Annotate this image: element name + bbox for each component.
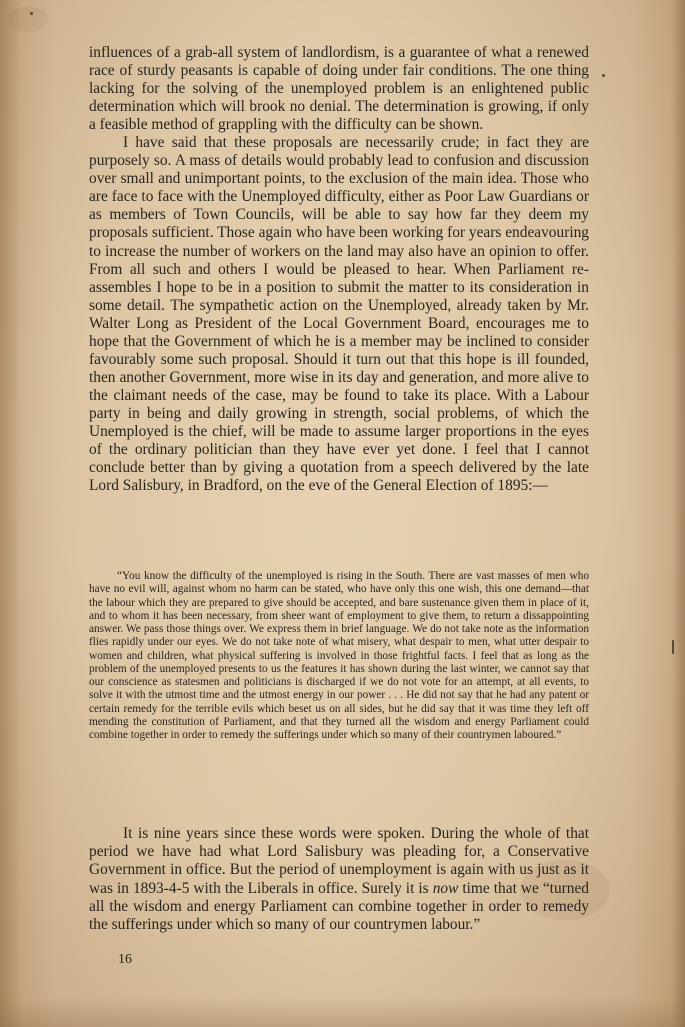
closing-paragraph-before: It is nine years since these words were spoken. During the whole of that period we have had what Lord Salisbury was pleading for, a Conservative Government in office. But the period of unemployment is again with us just as it was in 1893-4-5 with the Liberals in office. Surely it is <box>89 825 589 897</box>
closing-paragraph-emphasis: now <box>432 879 459 897</box>
closing-paragraph <box>89 825 589 934</box>
page-edge-shadow-left <box>0 0 22 1027</box>
quotation-text: “You know the difficulty of the unemployed is rising in the South. There are vast masses of men who have no evil will, against whom no harm can be stated, who have only this one wish, this one demand—that the labour which they are prepared to give should be accepted, and bare sustenance given them in place of it, and to whom it has been necessary, from sheer want of employment to give them, to return a dissappointing answer. We pass those things over. We express them in brief language. We do not take note as the information flies rapidly under our eyes. We do not take note of what misery, what despair to men, what utter despair to women and children, what physical suffering is involved in those frightful facts. I feel that as long as the problem of the unemployed presents to us the features it has shown during the last winter, we cannot say that our conscience as statesmen and politicians is discharged if we do not vote for an attempt, at all events, to solve it with the utmost time and the utmost energy in our power . . . He did not say that he had any patent or certain remedy for the terrible evils which beset us on all sides, but he did say that it was time they left off mending the constitution of Parliament, and that they turned all the wisdom and energy Parliament could combine together in order to remedy the sufferings under which so many of their countrymen laboured.” <box>89 570 589 741</box>
body-text <box>89 44 589 495</box>
closing-paragraph-after: time that we “turned all the wisdom and energy Parliament can combine together in order to remedy the sufferings under which so many of our countrymen labour.” <box>89 879 589 934</box>
closing-text <box>89 825 589 934</box>
paper-speck <box>672 640 674 654</box>
main-paragraph: I have said that these proposals are necessarily crude; in fact they are purposely so. A mass of details would probably lead to confusion and discussion over small and unimportant points, to the exclusion of the main idea. Those who are face to face with the Unemployed difficulty, either as Poor Law Guardians or as members of Town Councils, will be able to say how far they deem my proposals sufficient. Those again who have been working for years endeavouring to increase the number of workers on the land may also have an opinion to offer. From all such and others I would be pleased to hear. When Parliament re-assembles I hope to be in a position to submit the matter to its consideration in some detail. The sympathetic action on the Unemployed, already taken by Mr. Walter Long as President of the Local Government Board, encourages me to hope that the Government of which he is a member may be inclined to consider favourably some such proposal. Should it turn out that this hope is ill founded, then another Government, more wise in its day and generation, and more alive to the claimant needs of the case, may be found to take its place. With a Labour party in being and daily growing in strength, social problems, of which the Unemployed is the chief, will be made to assume larger proportions in the eyes of the ordinary politician than they have ever yet done. I feel that I cannot conclude better than by giving a quotation from a speech delivered by the late Lord Salisbury, in Bradford, on the eve of the General Election of 1895:— <box>89 134 589 495</box>
page-edge-shadow-bottom <box>0 997 685 1027</box>
paper-speck <box>30 12 33 15</box>
intro-paragraph: influences of a grab-all system of landlordism, is a guarantee of what a renewed race of sturdy peasants is capable of doing under fair conditions. The one thing lacking for the solving of the unemployed problem is an enlightened public determination which will brook no denial. The determination is growing, if only a feasible method of grappling with the difficulty can be shown. <box>89 44 589 134</box>
paper-stain <box>8 6 48 32</box>
paper-speck <box>602 74 605 77</box>
quotation-block <box>89 570 589 742</box>
page-number: 16 <box>118 952 132 967</box>
page-edge-shadow-right <box>671 0 685 1027</box>
